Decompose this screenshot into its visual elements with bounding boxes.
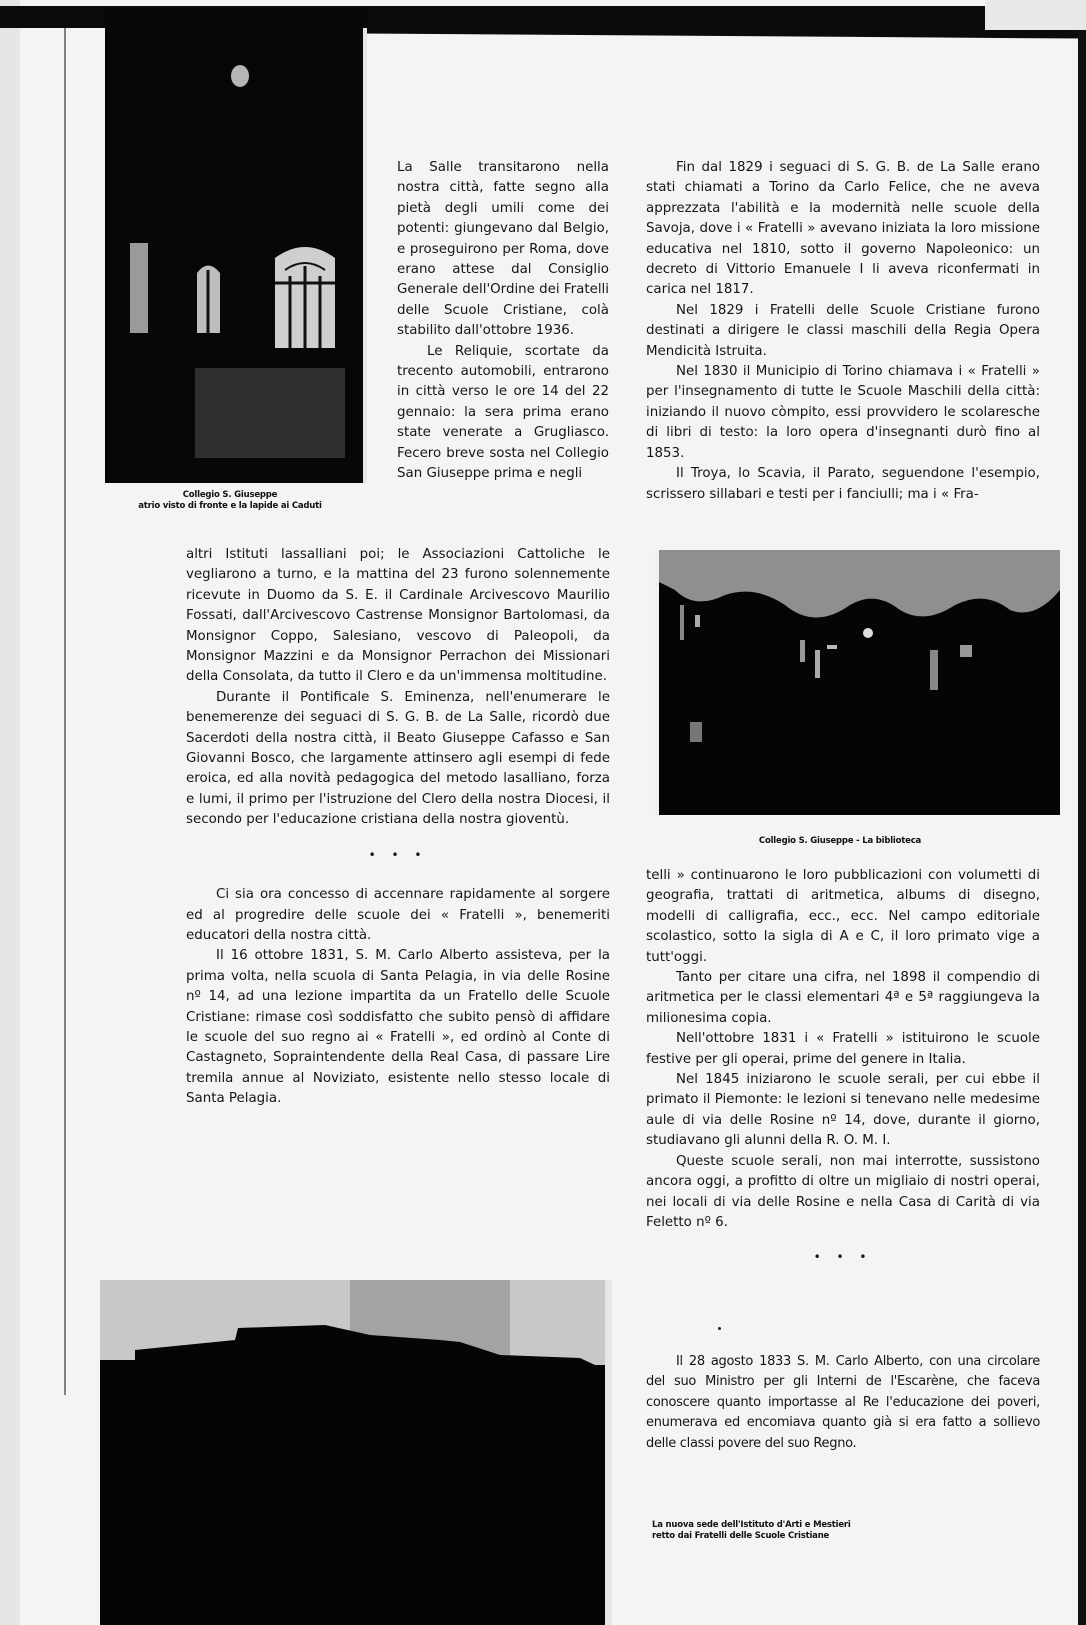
paragraph: Il Troya, lo Scavia, il Parato, seguendone l'esempio, scrissero sillabari e testi per i fanciulli; ma i « Fra- xyxy=(646,466,1040,502)
photo-atrium xyxy=(105,8,367,483)
photo-library xyxy=(655,550,1060,815)
paragraph: Fin dal 1829 i seguaci di S. G. B. de La Salle erano stati chiamati a Torino da Carlo Felice, che ne aveva apprezzata l'abilità e la modernità nelle scuole della Savoja, dove i « Fratelli » avevano iniziata la loro missione educativa nel 1810, sotto il governo Napoleonico: un decreto di Vittorio Emanuele I li aveva riconfermati in carica nel 1817. xyxy=(646,160,1040,298)
photo-caption-atrium xyxy=(100,490,360,512)
side-window xyxy=(130,243,148,333)
paragraph: Durante il Pontificale S. Eminenza, nell'enumerare le benemerenze dei seguaci di S. G. B. de La Salle, ricordò due Sacerdoti della nostra città, il Beato Giuseppe Cafasso e San Giovanni Bosco, che largamente attinsero agli esempi di fede eroica, ed alla novità pedagogica del metodo lasalliano, forza e lumi, il primo per l'istruzione del Clero della nostra Diocesi, il secondo per l'educazione cristiana della nostra gioventù. xyxy=(186,689,610,828)
photo-building xyxy=(100,1280,612,1625)
paragraph: Nel 1845 iniziarono le scuole serali, per cui ebbe il primato il Piemonte: le lezioni si tenevano nelle medesime aule di via delle Rosine nº 14, dove, durante il giorno, studiavano gli alunni della R. O. M. I. xyxy=(646,1072,1040,1149)
paragraph: Nel 1829 i Fratelli delle Scuole Cristiane furono destinati a dirigere le classi maschili della Regia Opera Mendicità Istruita. xyxy=(646,302,1040,359)
caption-line: Collegio S. Giuseppe xyxy=(182,490,278,500)
paragraph: La Salle transitarono nella nostra città, fatte segno alla pietà degli umili come dei potenti: giungevano dal Belgio, e proseguirono per Roma, dove erano attese dal Consiglio Generale dell'Ordine dei Fratelli delle Scuole Cristiane, colà stabilito dall'ottobre 1936. xyxy=(397,160,609,339)
paragraph: telli » continuarono le loro pubblicazioni con volumetti di geografia, trattati di aritmetica, albums di disegno, modelli di calligrafia, ecc., ecc. Nel campo editoriale scolastico, sotto la sigla di A e C, il loro primato vige a tutt'oggi. xyxy=(646,868,1040,965)
caption-line: retto dai Fratelli delle Scuole Cristiane xyxy=(652,1531,830,1541)
paragraph: Queste scuole serali, non mai interrotte, sussistono ancora oggi, a profitto di oltre un migliaio di nostri operai, nei locali di via delle Rosine e nella Casa di Carità di via Feletto nº 6. xyxy=(646,1153,1040,1230)
paragraph: Nel 1830 il Municipio di Torino chiamava i « Fratelli » per l'insegnamento di tutte le Scuole Maschili della città: iniziando il nuovo còmpito, essi provvidero le scolaresche di libri di testo: la loro opera d'insegnanti durò fino al 1853. xyxy=(646,364,1040,461)
page-edge xyxy=(0,0,20,1625)
floor-reflection xyxy=(195,368,345,458)
photo-caption-building xyxy=(652,1520,912,1542)
right-border xyxy=(1078,30,1086,1625)
paragraph: Il 16 ottobre 1831, S. M. Carlo Alberto assisteva, per la prima volta, nella scuola di Santa Pelagia, in via delle Rosine nº 14, ad una lezione impartita da un Fratello delle Scuole Cristiane: rimase così soddisfatto che subito pensò di affidare le scuole del suo regno ai « Fratelli », ed ordinò al Conte di Castagneto, Sopraintendente della Real Casa, di passare Lire tremila annue al Noviziato, esistente nello stesso locale di Santa Pelagia. xyxy=(186,948,610,1107)
photo-caption-library: Collegio S. Giuseppe - La biblioteca xyxy=(758,836,922,846)
text-column-b xyxy=(186,545,610,1110)
paragraph: Nell'ottobre 1831 i « Fratelli » istituirono le scuole festive per gli operai, prime del genere in Italia. xyxy=(646,1031,1040,1067)
binding-line xyxy=(64,25,66,1395)
building-silhouette xyxy=(100,1325,612,1625)
paragraph: Le Reliquie, scortate da trecento automobili, entrarono in città verso le ore 14 del 22 gennaio: la sera prima erano state venerate a Grugliasco. Fecero breve sosta nel Collegio San Giuseppe prima e negli xyxy=(397,343,609,482)
print-speck xyxy=(718,1327,721,1330)
text-column-d xyxy=(646,866,1040,1288)
section-separator: • • • xyxy=(813,1250,873,1265)
paragraph: altri Istituti lassalliani poi; le Associazioni Cattoliche le vegliarono a turno, e la mattina del 23 furono solennemente ricevute in Duomo da S. E. il Cardinale Arcivescovo Maurilio Fossati, dall'Arcivescovo Castrense Monsignor Bartolomasi, da Monsignor Coppo, Salesiano, vescovo di Paleopoli, da Monsignor Mazzini e da Monsignor Perrachon dei Missionari della Consolata, da tutto il Clero e da un'immensa moltitudine. xyxy=(186,547,610,685)
text-column-c xyxy=(646,158,1040,505)
lamp-shape xyxy=(231,65,249,87)
caption-line: atrio visto di fronte e la lapide ai Caduti xyxy=(138,501,322,511)
paragraph: Ci sia ora concesso di accennare rapidamente al sorgere ed al progredire delle scuole dei « Fratelli », benemeriti educatori della nostra città. xyxy=(186,887,610,943)
text-column-a xyxy=(397,158,609,485)
paragraph: Tanto per citare una cifra, nel 1898 il compendio di aritmetica per le classi elementari 4ª e 5ª raggiungeva la milionesima copia. xyxy=(646,970,1040,1026)
page-corner xyxy=(985,0,1086,30)
library-photo-graphic xyxy=(655,550,1060,815)
atrium-photo-graphic xyxy=(105,8,367,483)
paragraph: Il 28 agosto 1833 S. M. Carlo Alberto, con una circolare del suo Ministro per gli Interni de l'Escarène, che faceva conoscere quanto importasse al Re l'educazione dei poveri, enumerava ed encomiava quanto già si era fatto a sollievo delle classi povere del suo Regno. xyxy=(646,1354,1040,1451)
caption-line: La nuova sede dell'Istituto d'Arti e Mestieri xyxy=(652,1520,851,1530)
section-separator: • • • xyxy=(368,847,428,862)
text-column-d-final xyxy=(646,1352,1040,1454)
building-photo-graphic xyxy=(100,1280,612,1625)
